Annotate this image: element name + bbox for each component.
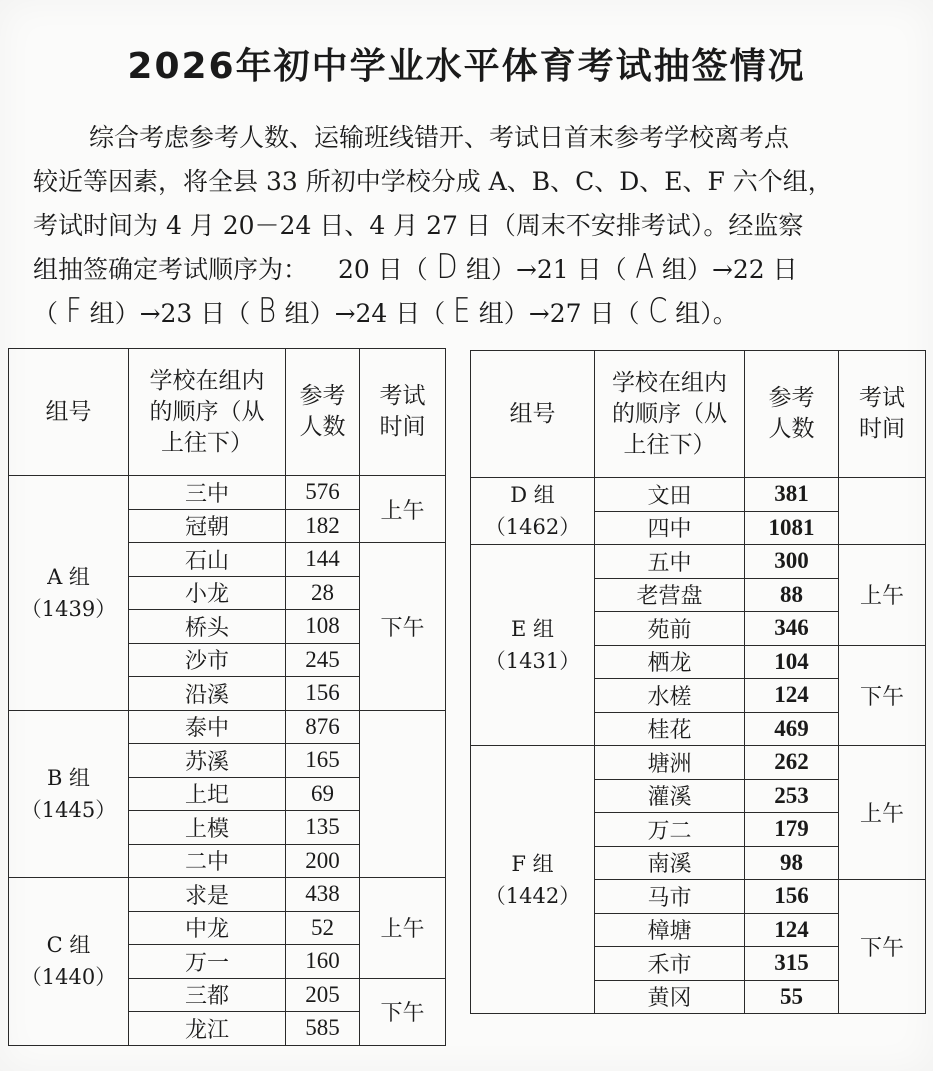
time-cell: 下午	[839, 880, 926, 1014]
school-cell: 中龙	[129, 911, 286, 945]
school-cell: 万二	[595, 813, 745, 847]
count-cell: 98	[745, 846, 839, 880]
order-day: 20 日	[337, 255, 403, 284]
school-cell: 栖龙	[595, 645, 745, 679]
count-cell: 156	[286, 677, 360, 711]
count-cell: 876	[286, 710, 360, 744]
count-cell: 160	[286, 945, 360, 979]
header-count: 参考 人数	[286, 349, 360, 476]
paragraph-line-1: 综合考虑参考人数、运输班线错开、考试日首末参考学校离考点	[89, 123, 790, 152]
count-cell: 69	[286, 777, 360, 811]
table-row	[471, 478, 926, 512]
school-cell: 桂花	[595, 712, 745, 746]
school-cell: 求是	[129, 878, 286, 912]
header-group: 组号	[471, 351, 595, 478]
order-day: 27 日	[549, 299, 615, 328]
count-cell: 576	[286, 476, 360, 510]
count-cell: 205	[286, 978, 360, 1012]
handwritten-group: B	[258, 291, 277, 331]
paragraph-line-5: （ F 组）→23 日（ B 组）→24 日（ E 组）→27 日（ C 组）。	[33, 291, 738, 331]
school-cell: 上圯	[129, 777, 286, 811]
school-cell: 老营盘	[595, 578, 745, 612]
header-time: 考试 时间	[360, 349, 446, 476]
group-cell-c: C 组 （1440）	[9, 878, 129, 1046]
order-sep: 组）→	[478, 299, 550, 328]
school-cell: 五中	[595, 545, 745, 579]
count-cell: 300	[745, 545, 839, 579]
group-cell-e: E 组 （1431）	[471, 545, 595, 746]
order-day: 23 日	[160, 299, 226, 328]
order-sep: 组）。	[675, 299, 738, 328]
order-prefix: 组抽签确定考试顺序为：	[33, 255, 309, 284]
group-cell-f: F 组 （1442）	[471, 746, 595, 1014]
count-cell: 346	[745, 612, 839, 646]
handwritten-group: F	[65, 291, 82, 331]
school-cell: 黄冈	[595, 980, 745, 1014]
table-header-row	[471, 351, 926, 478]
school-cell: 沙市	[129, 643, 286, 677]
left-schedule-table	[8, 348, 446, 1046]
time-cell: 上午	[360, 476, 446, 543]
school-cell: 马市	[595, 880, 745, 914]
count-cell: 165	[286, 744, 360, 778]
table-row	[9, 710, 446, 744]
count-cell: 144	[286, 543, 360, 577]
count-cell: 245	[286, 643, 360, 677]
table-row	[471, 746, 926, 780]
count-cell: 88	[745, 578, 839, 612]
count-cell: 179	[745, 813, 839, 847]
order-sep: 组）→	[661, 255, 733, 284]
school-cell: 塘洲	[595, 746, 745, 780]
intro-paragraph	[33, 116, 913, 336]
handwritten-group: D	[436, 247, 458, 287]
handwritten-group: A	[634, 247, 654, 287]
time-cell: 下午	[360, 978, 446, 1045]
time-cell-empty	[839, 478, 926, 545]
school-cell: 南溪	[595, 846, 745, 880]
count-cell: 124	[745, 679, 839, 713]
header-count: 参考 人数	[745, 351, 839, 478]
table-row	[9, 878, 446, 912]
school-cell: 龙江	[129, 1012, 286, 1046]
table-row	[9, 476, 446, 510]
count-cell: 156	[745, 880, 839, 914]
paragraph-line-2: 较近等因素，将全县 33 所初中学校分成 A、B、C、D、E、F 六个组，	[33, 167, 833, 196]
order-day: 22 日	[732, 255, 798, 284]
header-order: 学校在组内 的顺序（从 上往下）	[129, 349, 286, 476]
table-header-row	[9, 349, 446, 476]
school-cell: 石山	[129, 543, 286, 577]
header-order: 学校在组内 的顺序（从 上往下）	[595, 351, 745, 478]
school-cell: 灌溪	[595, 779, 745, 813]
count-cell: 438	[286, 878, 360, 912]
count-cell: 469	[745, 712, 839, 746]
time-cell-empty	[360, 710, 446, 878]
school-cell: 苑前	[595, 612, 745, 646]
count-cell: 1081	[745, 511, 839, 545]
count-cell: 381	[745, 478, 839, 512]
school-cell: 四中	[595, 511, 745, 545]
school-cell: 苏溪	[129, 744, 286, 778]
time-cell: 下午	[839, 645, 926, 746]
school-cell: 小龙	[129, 576, 286, 610]
school-cell: 二中	[129, 844, 286, 878]
group-cell-a: A 组 （1439）	[9, 476, 129, 711]
school-cell: 冠朝	[129, 509, 286, 543]
paragraph-line-4: 组抽签确定考试顺序为： 20 日（ D 组）→21 日（ A 组）→22 日	[33, 247, 798, 287]
school-cell: 三中	[129, 476, 286, 510]
right-schedule-table	[470, 350, 926, 1014]
school-cell: 水槎	[595, 679, 745, 713]
handwritten-group: C	[647, 291, 667, 331]
order-day: 24 日	[355, 299, 421, 328]
count-cell: 585	[286, 1012, 360, 1046]
count-cell: 104	[745, 645, 839, 679]
count-cell: 262	[745, 746, 839, 780]
time-cell: 上午	[839, 545, 926, 646]
order-sep: 组）→	[465, 255, 537, 284]
school-cell: 三都	[129, 978, 286, 1012]
school-cell: 万一	[129, 945, 286, 979]
school-cell: 樟塘	[595, 913, 745, 947]
count-cell: 135	[286, 811, 360, 845]
school-cell: 上模	[129, 811, 286, 845]
time-cell: 上午	[839, 746, 926, 880]
page-title: 2026年初中学业水平体育考试抽签情况	[127, 46, 806, 87]
count-cell: 315	[745, 947, 839, 981]
header-time: 考试 时间	[839, 351, 926, 478]
group-cell-d: D 组 （1462）	[471, 478, 595, 545]
time-cell: 下午	[360, 543, 446, 711]
paragraph-line-3: 考试时间为 4 月 20－24 日、4 月 27 日（周末不安排考试）。经监察	[33, 211, 804, 240]
time-cell: 上午	[360, 878, 446, 979]
count-cell: 28	[286, 576, 360, 610]
table-row	[471, 545, 926, 579]
school-cell: 桥头	[129, 610, 286, 644]
school-cell: 文田	[595, 478, 745, 512]
count-cell: 108	[286, 610, 360, 644]
count-cell: 182	[286, 509, 360, 543]
order-day: 21 日	[536, 255, 602, 284]
count-cell: 124	[745, 913, 839, 947]
order-sep: 组）→	[284, 299, 356, 328]
handwritten-group: E	[453, 291, 471, 331]
school-cell: 沿溪	[129, 677, 286, 711]
school-cell: 禾市	[595, 947, 745, 981]
school-cell: 泰中	[129, 710, 286, 744]
group-cell-b: B 组 （1445）	[9, 710, 129, 878]
count-cell: 253	[745, 779, 839, 813]
header-group: 组号	[9, 349, 129, 476]
order-sep: 组）→	[89, 299, 161, 328]
count-cell: 200	[286, 844, 360, 878]
count-cell: 52	[286, 911, 360, 945]
count-cell: 55	[745, 980, 839, 1014]
